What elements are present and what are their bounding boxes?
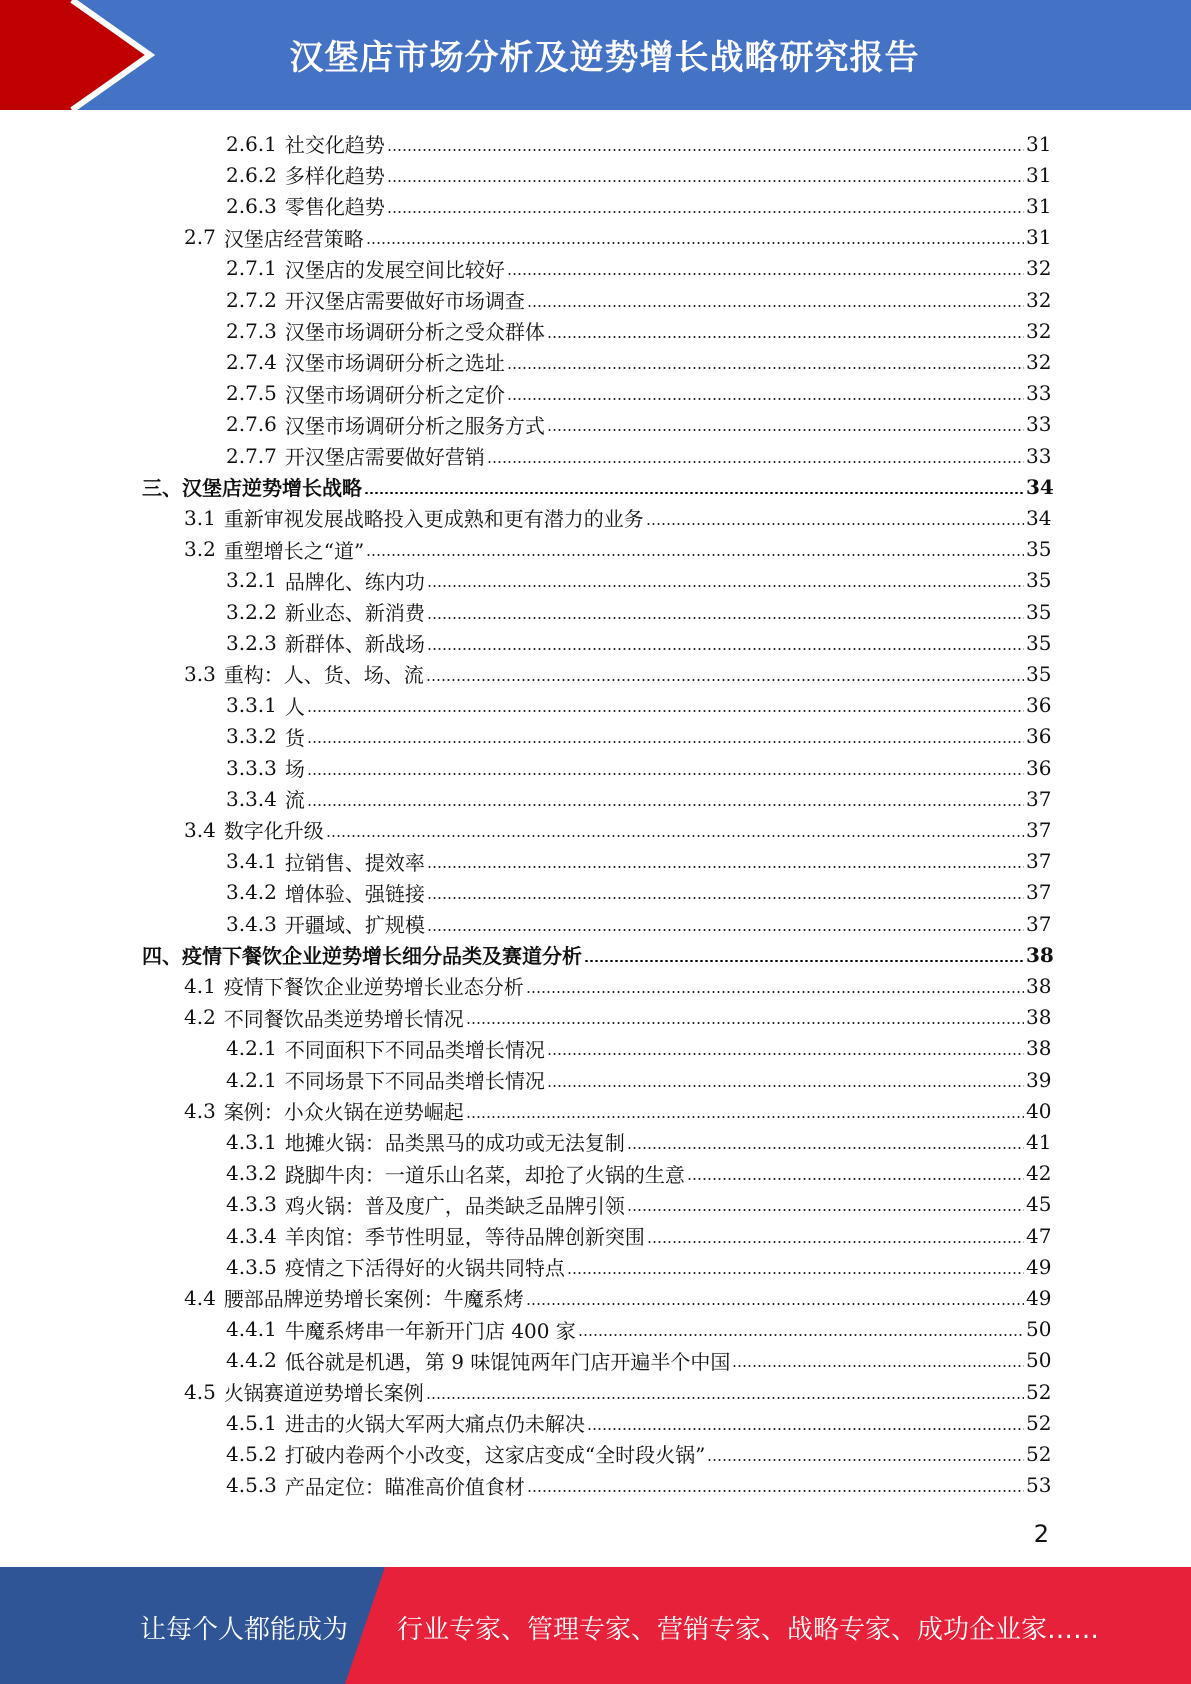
toc-entry-title: 货: [284, 725, 305, 750]
toc-entry[interactable]: [184, 534, 1052, 565]
toc-dot-leader: [307, 741, 1024, 743]
toc-entry-number: 3.3.2: [226, 724, 277, 749]
toc-entry[interactable]: [226, 284, 1052, 315]
toc-entry-title: 多样化趋势: [284, 164, 385, 189]
toc-dot-leader: [364, 492, 1024, 494]
toc-entry-title: 人: [284, 694, 305, 719]
toc-entry-number: 3.3.4: [226, 786, 277, 811]
toc-dot-leader: [507, 367, 1024, 369]
toc-entry[interactable]: [142, 471, 1054, 502]
toc-entry-page: 38: [1026, 942, 1054, 967]
toc-entry[interactable]: [226, 1314, 1052, 1345]
toc-entry-page: 37: [1026, 817, 1052, 842]
toc-entry[interactable]: [184, 1282, 1052, 1313]
toc-entry-page: 52: [1026, 1410, 1052, 1435]
toc-entry-title: 疫情之下活得好的火锅共同特点: [284, 1256, 565, 1281]
toc-entry-number: 3.4: [184, 817, 216, 842]
toc-entry-page: 39: [1026, 1067, 1052, 1092]
toc-entry-title: 三、汉堡店逆势增长战略: [142, 476, 362, 501]
toc-dot-leader: [527, 305, 1024, 307]
toc-entry-title: 疫情下餐饮企业逆势增长业态分析: [223, 975, 524, 1000]
toc-entry[interactable]: [226, 565, 1052, 596]
toc-entry-page: 31: [1026, 162, 1052, 187]
toc-entry-page: 49: [1026, 1254, 1052, 1279]
toc-entry-number: 4.3: [184, 1098, 216, 1123]
toc-dot-leader: [307, 804, 1024, 806]
toc-entry-title: 羊肉馆：季节性明显，等待品牌创新突围: [284, 1225, 645, 1249]
toc-entry-title: 重新审视发展战略投入更成熟和更有潜力的业务: [223, 507, 644, 532]
toc-entry-page: 52: [1026, 1441, 1052, 1466]
toc-dot-leader: [426, 679, 1024, 681]
toc-entry-page: 32: [1026, 349, 1052, 374]
toc-entry[interactable]: [226, 1158, 1052, 1189]
toc-entry-title: 汉堡市场调研分析之服务方式: [284, 413, 545, 438]
toc-dot-leader: [526, 1303, 1024, 1305]
toc-entry[interactable]: [184, 1002, 1052, 1033]
toc-entry-title: 不同餐饮品类逆势增长情况: [223, 1006, 464, 1031]
toc-entry-number: 2.7.2: [226, 287, 277, 312]
toc-entry[interactable]: [226, 159, 1052, 190]
toc-entry-title: 汉堡市场调研分析之选址: [284, 351, 505, 376]
toc-entry-title: 汉堡市场调研分析之受众群体: [284, 320, 545, 345]
toc-entry-title: 跷脚牛肉：一道乐山名菜，却抢了火锅的生意: [284, 1162, 685, 1187]
toc-dot-leader: [547, 1085, 1024, 1087]
toc-entry-page: 35: [1026, 630, 1052, 655]
toc-entry[interactable]: [226, 752, 1052, 783]
toc-entry-title: 开疆域、扩规模: [284, 913, 425, 937]
toc-entry-page: 34: [1026, 474, 1054, 499]
toc-dot-leader: [526, 991, 1024, 993]
toc-entry-number: 2.7.4: [226, 349, 277, 374]
toc-dot-leader: [547, 429, 1024, 431]
toc-entry-page: 36: [1026, 755, 1052, 780]
toc-entry[interactable]: [184, 658, 1052, 689]
toc-entry-page: 33: [1026, 412, 1052, 437]
toc-entry-page: 50: [1026, 1317, 1052, 1342]
toc-entry[interactable]: [184, 1095, 1052, 1126]
toc-entry-title: 汉堡店的发展空间比较好: [284, 257, 505, 282]
footer-slogan-left: 让每个人都能成为: [140, 1615, 349, 1645]
toc-entry-page: 37: [1026, 880, 1052, 905]
toc-entry-number: 3.4.3: [226, 911, 277, 936]
toc-entry-number: 4.3.5: [226, 1254, 277, 1279]
toc-entry-number: 4.1: [184, 973, 216, 998]
toc-entry[interactable]: [226, 378, 1052, 409]
toc-dot-leader: [584, 960, 1024, 962]
toc-entry-number: 3.1: [184, 505, 216, 530]
report-title: 汉堡店市场分析及逆势增长战略研究报告: [289, 38, 920, 78]
toc-entry-number: 3.2.3: [226, 630, 277, 655]
toc-entry-title: 不同场景下不同品类增长情况: [284, 1069, 545, 1093]
toc-entry-page: 31: [1026, 131, 1052, 156]
page-footer: [0, 1567, 1191, 1684]
toc-dot-leader: [507, 398, 1024, 400]
toc-dot-leader: [527, 1490, 1024, 1492]
toc-entry-number: 3.4.2: [226, 880, 277, 905]
toc-entry[interactable]: [226, 440, 1052, 471]
toc-dot-leader: [567, 1272, 1024, 1274]
toc-entry-title: 品牌化、练内功: [284, 569, 425, 594]
toc-entry-page: 35: [1026, 568, 1052, 593]
toc-entry-page: 37: [1026, 786, 1052, 811]
toc-dot-leader: [427, 929, 1024, 931]
toc-entry-number: 3.3.1: [226, 693, 277, 718]
toc-entry[interactable]: [226, 1251, 1052, 1282]
toc-entry-page: 42: [1026, 1161, 1052, 1186]
toc-entry-page: 35: [1026, 661, 1052, 686]
toc-entry-title: 新群体、新战场: [284, 632, 425, 657]
toc-dot-leader: [427, 897, 1024, 899]
toc-entry-title: 场: [284, 757, 305, 781]
toc-entry[interactable]: [226, 1407, 1052, 1438]
toc-dot-leader: [732, 1365, 1024, 1367]
toc-entry-number: 4.5.3: [226, 1473, 277, 1498]
toc-entry[interactable]: [226, 596, 1052, 627]
toc-entry-number: 2.7.5: [226, 381, 277, 406]
toc-entry[interactable]: [226, 1189, 1052, 1220]
toc-entry[interactable]: [226, 1126, 1052, 1157]
toc-entry-number: 4.3.2: [226, 1161, 277, 1186]
toc-entry[interactable]: [226, 1438, 1052, 1469]
toc-dot-leader: [627, 1209, 1024, 1211]
toc-entry-page: 45: [1026, 1192, 1052, 1217]
toc-entry-title: 开汉堡店需要做好营销: [284, 445, 485, 469]
toc-entry-number: 2.6.1: [226, 131, 277, 156]
toc-entry-page: 37: [1026, 911, 1052, 936]
toc-entry-title: 汉堡市场调研分析之定价: [284, 382, 505, 407]
toc-dot-leader: [487, 461, 1024, 463]
toc-entry-title: 开汉堡店需要做好市场调查: [284, 289, 525, 313]
toc-entry-page: 31: [1026, 225, 1052, 250]
toc-dot-leader: [427, 585, 1024, 587]
toc-dot-leader: [507, 273, 1024, 275]
toc-entry-number: 2.7: [184, 225, 216, 250]
toc-entry[interactable]: [184, 502, 1052, 533]
toc-entry-title: 低谷就是机遇，第 9 味馄饨两年门店开遍半个中国: [284, 1349, 731, 1374]
toc-entry[interactable]: [184, 970, 1052, 1001]
toc-dot-leader: [366, 554, 1024, 556]
toc-entry-number: 3.2: [184, 537, 216, 562]
toc-entry-number: 4.5: [184, 1379, 216, 1404]
toc-entry-page: 38: [1026, 1005, 1052, 1030]
toc-dot-leader: [587, 1428, 1024, 1430]
toc-entry-title: 重塑增长之“道”: [223, 538, 365, 563]
toc-entry[interactable]: [226, 1033, 1052, 1064]
toc-entry-number: 3.2.2: [226, 599, 277, 624]
toc-entry-page: 31: [1026, 193, 1052, 218]
toc-entry-page: 33: [1026, 443, 1052, 468]
toc-entry-title: 牛魔系烤串一年新开门店 400 家: [284, 1318, 576, 1343]
toc-entry-page: 40: [1026, 1098, 1052, 1123]
toc-entry-number: 2.7.1: [226, 256, 277, 281]
toc-entry-title: 腰部品牌逆势增长案例：牛魔系烤: [223, 1287, 524, 1312]
toc-dot-leader: [647, 1241, 1024, 1243]
toc-entry[interactable]: [226, 346, 1052, 377]
toc-entry[interactable]: [226, 690, 1052, 721]
toc-entry[interactable]: [226, 846, 1052, 877]
toc-entry-page: 36: [1026, 724, 1052, 749]
toc-entry-number: 2.7.7: [226, 443, 277, 468]
toc-entry[interactable]: [226, 315, 1052, 346]
toc-entry-page: 32: [1026, 318, 1052, 343]
toc-entry[interactable]: [226, 190, 1052, 221]
toc-dot-leader: [427, 617, 1024, 619]
toc-entry-title: 火锅赛道逆势增长案例: [223, 1381, 424, 1405]
toc-entry-title: 汉堡店经营策略: [223, 226, 364, 251]
toc-entry-number: 4.5.1: [226, 1410, 277, 1435]
toc-dot-leader: [427, 866, 1024, 868]
toc-entry-number: 3.4.1: [226, 849, 277, 874]
toc-entry[interactable]: [184, 222, 1052, 253]
toc-entry-number: 4.5.2: [226, 1441, 277, 1466]
toc-entry-number: 4.3.3: [226, 1192, 277, 1217]
toc-dot-leader: [426, 1397, 1024, 1399]
toc-entry-page: 41: [1026, 1129, 1052, 1154]
toc-entry-title: 四、疫情下餐饮企业逆势增长细分品类及赛道分析: [142, 944, 582, 969]
toc-entry-page: 37: [1026, 849, 1052, 874]
toc-entry-title: 重构：人、货、场、流: [223, 663, 424, 688]
toc-entry-title: 社交化趋势: [284, 133, 385, 157]
toc-entry-page: 49: [1026, 1285, 1052, 1310]
toc-entry-number: 2.6.3: [226, 193, 277, 218]
toc-entry-title: 鸡火锅：普及度广，品类缺乏品牌引领: [284, 1193, 625, 1218]
toc-entry-page: 34: [1026, 505, 1052, 530]
toc-entry-title: 新业态、新消费: [284, 601, 425, 625]
toc-entry-page: 35: [1026, 537, 1052, 562]
toc-entry-title: 数字化升级: [223, 819, 324, 844]
toc-dot-leader: [547, 1053, 1024, 1055]
toc-dot-leader: [466, 1022, 1024, 1024]
toc-dot-leader: [687, 1178, 1024, 1180]
toc-dot-leader: [366, 242, 1024, 244]
toc-entry-title: 地摊火锅：品类黑马的成功或无法复制: [284, 1131, 625, 1156]
toc-entry-number: 3.3.3: [226, 755, 277, 780]
toc-entry-title: 产品定位：瞄准高价值食材: [284, 1474, 525, 1499]
toc-entry[interactable]: [226, 253, 1052, 284]
toc-entry-page: 53: [1026, 1473, 1052, 1498]
toc-entry[interactable]: [226, 877, 1052, 908]
toc-entry[interactable]: [226, 128, 1052, 159]
toc-dot-leader: [466, 1116, 1024, 1118]
toc-dot-leader: [307, 710, 1024, 712]
toc-dot-leader: [578, 1334, 1024, 1336]
toc-entry-number: 2.7.6: [226, 412, 277, 437]
toc-entry[interactable]: [226, 1470, 1052, 1501]
toc-entry[interactable]: [184, 814, 1052, 845]
toc-entry-title: 打破内卷两个小改变，这家店变成“全时段火锅”: [284, 1443, 706, 1468]
toc-entry-title: 案例：小众火锅在逆势崛起: [223, 1100, 464, 1125]
toc-entry-title: 流: [284, 788, 305, 813]
toc-entry-number: 4.4: [184, 1285, 216, 1310]
toc-entry-number: 4.4.1: [226, 1317, 277, 1342]
toc-dot-leader: [307, 773, 1024, 775]
footer-slogan-right: 行业专家、管理专家、营销专家、战略专家、成功企业家……: [397, 1615, 1100, 1645]
toc-entry-page: 36: [1026, 693, 1052, 718]
toc-entry-page: 35: [1026, 599, 1052, 624]
toc-entry-number: 4.4.2: [226, 1348, 277, 1373]
toc-entry-page: 50: [1026, 1348, 1052, 1373]
toc-entry-number: 4.2.1: [226, 1067, 277, 1092]
toc-entry-number: 4.3.4: [226, 1223, 277, 1248]
toc-entry-number: 3.2.1: [226, 568, 277, 593]
toc-entry-number: 3.3: [184, 661, 216, 686]
toc-dot-leader: [427, 648, 1024, 650]
toc-dot-leader: [387, 149, 1024, 151]
toc-entry[interactable]: [226, 409, 1052, 440]
toc-entry-number: 4.2: [184, 1005, 216, 1030]
toc-entry-page: 47: [1026, 1223, 1052, 1248]
toc-dot-leader: [707, 1459, 1024, 1461]
toc-dot-leader: [547, 336, 1024, 338]
toc-entry-title: 进击的火锅大军两大痛点仍未解决: [284, 1412, 585, 1437]
toc-entry[interactable]: [226, 908, 1052, 939]
toc-entry[interactable]: [226, 627, 1052, 658]
toc-entry[interactable]: [226, 783, 1052, 814]
toc-dot-leader: [326, 835, 1024, 837]
toc-entry[interactable]: [226, 721, 1052, 752]
toc-entry-number: 4.2.1: [226, 1036, 277, 1061]
toc-entry[interactable]: [142, 939, 1054, 970]
toc-entry-number: 2.6.2: [226, 162, 277, 187]
toc-entry-page: 33: [1026, 381, 1052, 406]
toc-entry-title: 不同面积下不同品类增长情况: [284, 1037, 545, 1062]
toc-entry-page: 32: [1026, 287, 1052, 312]
toc-dot-leader: [627, 1147, 1024, 1149]
toc-dot-leader: [387, 180, 1024, 182]
toc-entry[interactable]: [226, 1345, 1052, 1376]
toc-entry-page: 32: [1026, 256, 1052, 281]
page-number: 2: [1033, 1520, 1049, 1548]
toc-dot-leader: [387, 211, 1024, 213]
toc-entry-page: 38: [1026, 1036, 1052, 1061]
toc-entry[interactable]: [226, 1064, 1052, 1095]
toc-dot-leader: [646, 523, 1024, 525]
toc-entry[interactable]: [226, 1220, 1052, 1251]
toc-entry-title: 拉销售、提效率: [284, 850, 425, 875]
toc-entry-page: 38: [1026, 973, 1052, 998]
toc-entry-number: 4.3.1: [226, 1129, 277, 1154]
toc-entry-title: 增体验、强链接: [284, 881, 425, 906]
toc-entry-title: 零售化趋势: [284, 195, 385, 220]
toc-entry-page: 52: [1026, 1379, 1052, 1404]
toc-entry-number: 2.7.3: [226, 318, 277, 343]
toc-entry[interactable]: [184, 1376, 1052, 1407]
page-header: [0, 0, 1191, 110]
